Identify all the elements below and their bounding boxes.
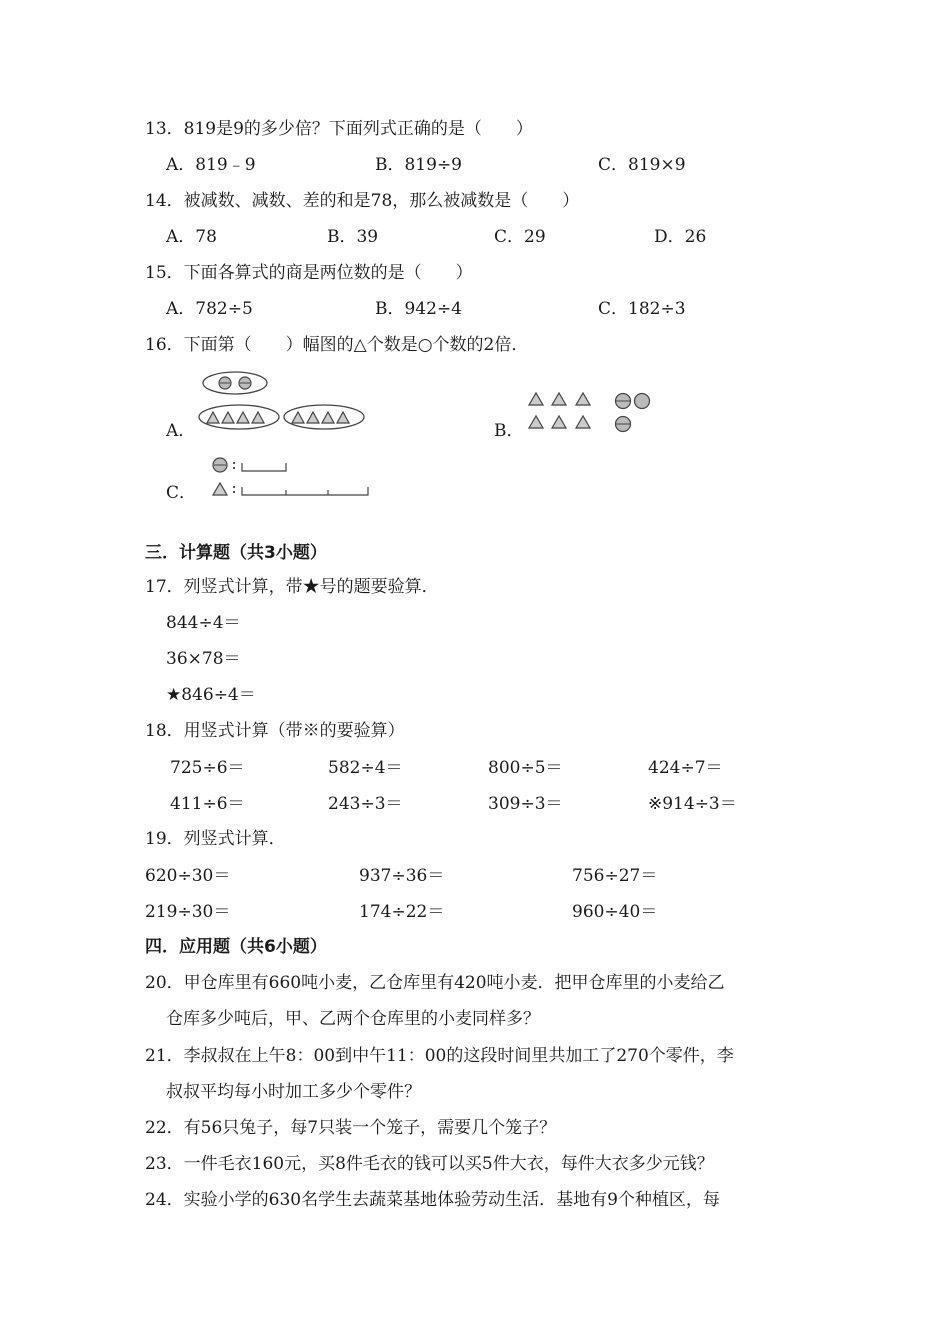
q15-stem: 15．下面各算式的商是两位数的是（ ） [145,263,473,283]
q16-label-a: A． [166,421,196,441]
q19-item: 960÷40＝ [572,902,658,922]
q19-item: 174÷22＝ [359,902,445,922]
q14-option-a: A．78 [166,227,217,247]
q18-item: 725÷6＝ [170,758,245,778]
q18-item: 243÷3＝ [328,794,403,814]
q21-line-1: 21．李叔叔在上午8：00到中午11：00的这段时间里共加工了270个零件，李 [145,1046,734,1066]
q18-item: ※914÷3＝ [648,794,737,814]
q20-line-2: 仓库多少吨后，甲、乙两个仓库里的小麦同样多？ [166,1009,540,1029]
q19-item: 756÷27＝ [572,866,658,886]
q13-option-a: A．819﹣9 [166,155,256,175]
q17-item-2: 36×78＝ [166,649,241,669]
q14-option-c: C．29 [494,227,546,247]
q13-stem: 13．819是9的多少倍？下面列式正确的是（ ） [145,119,533,139]
q17-item-1: 844÷4＝ [166,613,241,633]
q19-item: 937÷36＝ [359,866,445,886]
q14-stem: 14．被减数、减数、差的和是78，那么被减数是（ ） [145,191,580,211]
q19-stem: 19．列竖式计算． [145,829,286,849]
q15-option-b: B．942÷4 [375,299,463,319]
q21-line-2: 叔叔平均每小时加工多少个零件？ [166,1082,421,1102]
q18-item: 800÷5＝ [488,758,563,778]
section4-heading: 四．应用题（共6小题） [145,937,327,957]
q24-line-1: 24．实验小学的630名学生去蔬菜基地体验劳动生活．基地有9个种植区，每 [145,1190,720,1210]
q18-item: 309÷3＝ [488,794,563,814]
q19-item: 620÷30＝ [145,866,231,886]
q15-option-a: A．782÷5 [166,299,253,319]
q13-option-c: C．819×9 [598,155,686,175]
q15-option-c: C．182÷3 [598,299,686,319]
q17-item-3: ★846÷4＝ [166,685,256,705]
q13-option-b: B．819÷9 [375,155,463,175]
q18-stem: 18．用竖式计算（带※的要验算） [145,721,405,741]
figure-c [208,455,378,500]
q23-line-1: 23．一件毛衣160元，买8件毛衣的钱可以买5件大衣，每件大衣多少元钱？ [145,1154,714,1174]
figure-b [525,388,660,438]
q19-item: 219÷30＝ [145,902,231,922]
section3-heading: 三．计算题（共3小题） [145,543,327,563]
q20-line-1: 20．甲仓库里有660吨小麦，乙仓库里有420吨小麦．把甲仓库里的小麦给乙 [145,973,725,993]
q17-stem: 17．列竖式计算，带★号的题要验算． [145,577,439,597]
q14-option-b: B．39 [327,227,379,247]
q14-option-d: D．26 [654,227,707,247]
q16-stem: 16．下面第（ ）幅图的△个数是○个数的2倍． [145,335,529,355]
q18-item: 424÷7＝ [648,758,723,778]
q16-label-b: B． [494,421,524,441]
q18-item: 582÷4＝ [328,758,403,778]
figure-a [195,368,375,436]
q16-label-c: C． [166,483,197,503]
q22-line-1: 22．有56只兔子，每7只装一个笼子，需要几个笼子？ [145,1118,557,1138]
q18-item: 411÷6＝ [170,794,245,814]
